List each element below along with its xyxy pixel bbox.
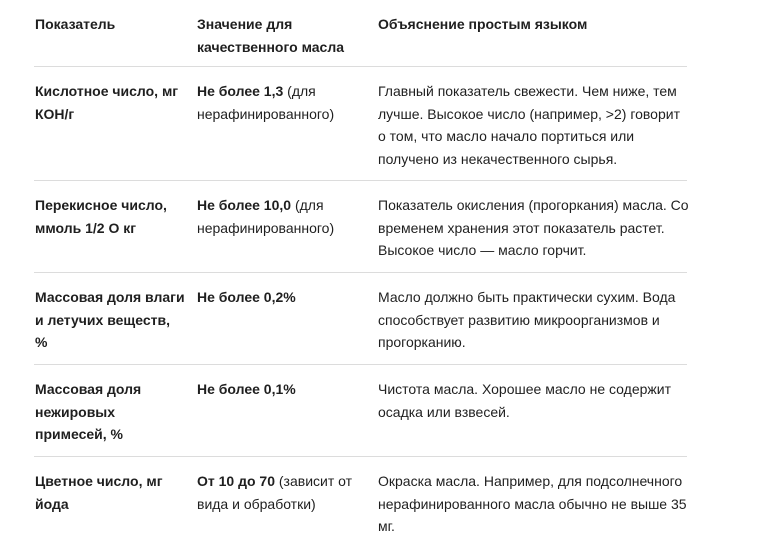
- indicator-cell: Массовая доля влаги и летучих веществ, %: [35, 289, 185, 350]
- explanation-cell: Главный показатель свежести. Чем ниже, тем лучше. Высокое число (например, >2) говорит о том, что масло начало портиться или получено из некачественного сырья.: [378, 83, 680, 167]
- explanation-cell: Чистота масла. Хорошее масло не содержит осадка или взвесей.: [378, 381, 671, 420]
- explanation-cell: Масло должно быть практически сухим. Вода способствует развитию микроорганизмов и прогорканию.: [378, 289, 676, 350]
- indicator-cell: Перекисное число, ммоль 1/2 О кг: [35, 197, 167, 236]
- value-note: (для нерафинированного): [197, 83, 335, 122]
- explanation-cell: Показатель окисления (прогоркания) масла. Со временем хранения этот показатель растет. Высокое число — масло горчит.: [378, 197, 689, 258]
- value-main: От 10 до 70: [197, 473, 275, 489]
- value-main: Не более 0,2%: [197, 289, 296, 305]
- column-header-explanation: Объяснение простым языком: [378, 16, 588, 32]
- table-row: [34, 365, 687, 457]
- value-cell: [197, 194, 367, 239]
- table-header-row: [34, 0, 687, 67]
- value-main: Не более 10,0: [197, 197, 292, 213]
- value-main: Не более 0,1%: [197, 381, 296, 397]
- value-cell: [197, 470, 367, 515]
- value-cell: [197, 378, 367, 401]
- quality-table: [34, 0, 687, 557]
- explanation-cell: Окраска масла. Например, для подсолнечного нерафинированного масла обычно не выше 35 мг.: [378, 473, 687, 534]
- table-row: [34, 67, 687, 181]
- value-note: (для нерафинированного): [197, 197, 335, 236]
- indicator-cell: Цветное число, мг йода: [35, 473, 163, 512]
- value-cell: [197, 80, 367, 125]
- table-row: [34, 181, 687, 273]
- value-main: Не более 1,3: [197, 83, 284, 99]
- value-cell: [197, 286, 367, 309]
- column-header-value: Значение для качественного масла: [197, 16, 344, 55]
- indicator-cell: Кислотное число, мг КОН/г: [35, 83, 179, 122]
- indicator-cell: Массовая доля нежировых примесей, %: [35, 381, 142, 442]
- column-header-indicator: Показатель: [35, 16, 116, 32]
- table-row: [34, 457, 687, 557]
- value-note: (зависит от вида и обработки): [197, 473, 353, 512]
- table-row: [34, 273, 687, 365]
